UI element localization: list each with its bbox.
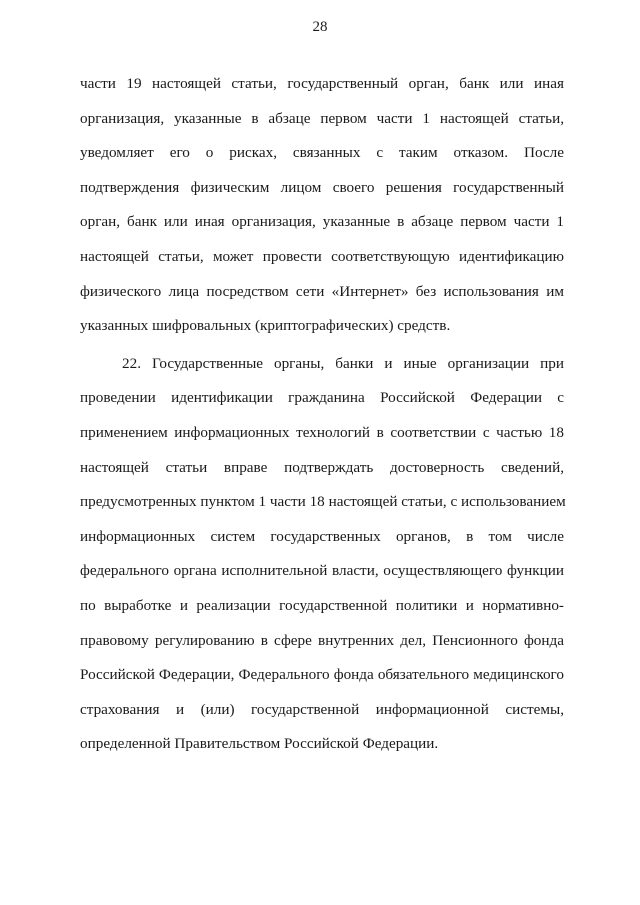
text-line: информационных систем государственных органов, в том числе <box>80 527 564 545</box>
text-line: предусмотренных пунктом 1 части 18 настоящей статьи, с использованием <box>80 493 566 511</box>
text-line: федерального органа исполнительной власти, осуществляющего функции <box>80 562 564 580</box>
text-line: определенной Правительством Российской Федерации. <box>80 735 439 753</box>
text-line: страхования и (или) государственной информационной системы, <box>80 700 564 718</box>
page-number: 28 <box>312 19 328 35</box>
text-line: указанных шифровальных (криптографических) средств. <box>80 317 451 335</box>
document-body <box>80 67 564 762</box>
text-line: организация, указанные в абзаце первом части 1 настоящей статьи, <box>80 109 564 127</box>
text-line: уведомляет его о рисках, связанных с таким отказом. После <box>80 144 564 162</box>
paragraph-continuation <box>80 67 564 344</box>
text-line: настоящей статьи, может провести соответствующую идентификацию <box>80 247 564 265</box>
text-line: подтверждения физическим лицом своего решения государственный <box>80 178 564 196</box>
text-line: Российской Федерации, Федерального фонда обязательного медицинского <box>80 666 564 684</box>
text-line: применением информационных технологий в соответствии с частью 18 <box>80 423 564 441</box>
text-line: части 19 настоящей статьи, государственный орган, банк или иная <box>80 75 564 92</box>
text-line: орган, банк или иная организация, указанные в абзаце первом части 1 <box>80 213 564 231</box>
text-line: 22. Государственные органы, банки и иные организации при <box>122 354 564 372</box>
paragraph-item-22 <box>80 347 564 762</box>
text-line: физического лица посредством сети «Интернет» без использования им <box>80 282 564 300</box>
text-line: настоящей статьи вправе подтверждать достоверность сведений, <box>80 458 564 476</box>
text-line: по выработке и реализации государственной политики и нормативно- <box>80 596 564 614</box>
text-line: правовому регулированию в сфере внутренних дел, Пенсионного фонда <box>80 631 564 649</box>
text-line: проведении идентификации гражданина Российской Федерации с <box>80 389 564 407</box>
